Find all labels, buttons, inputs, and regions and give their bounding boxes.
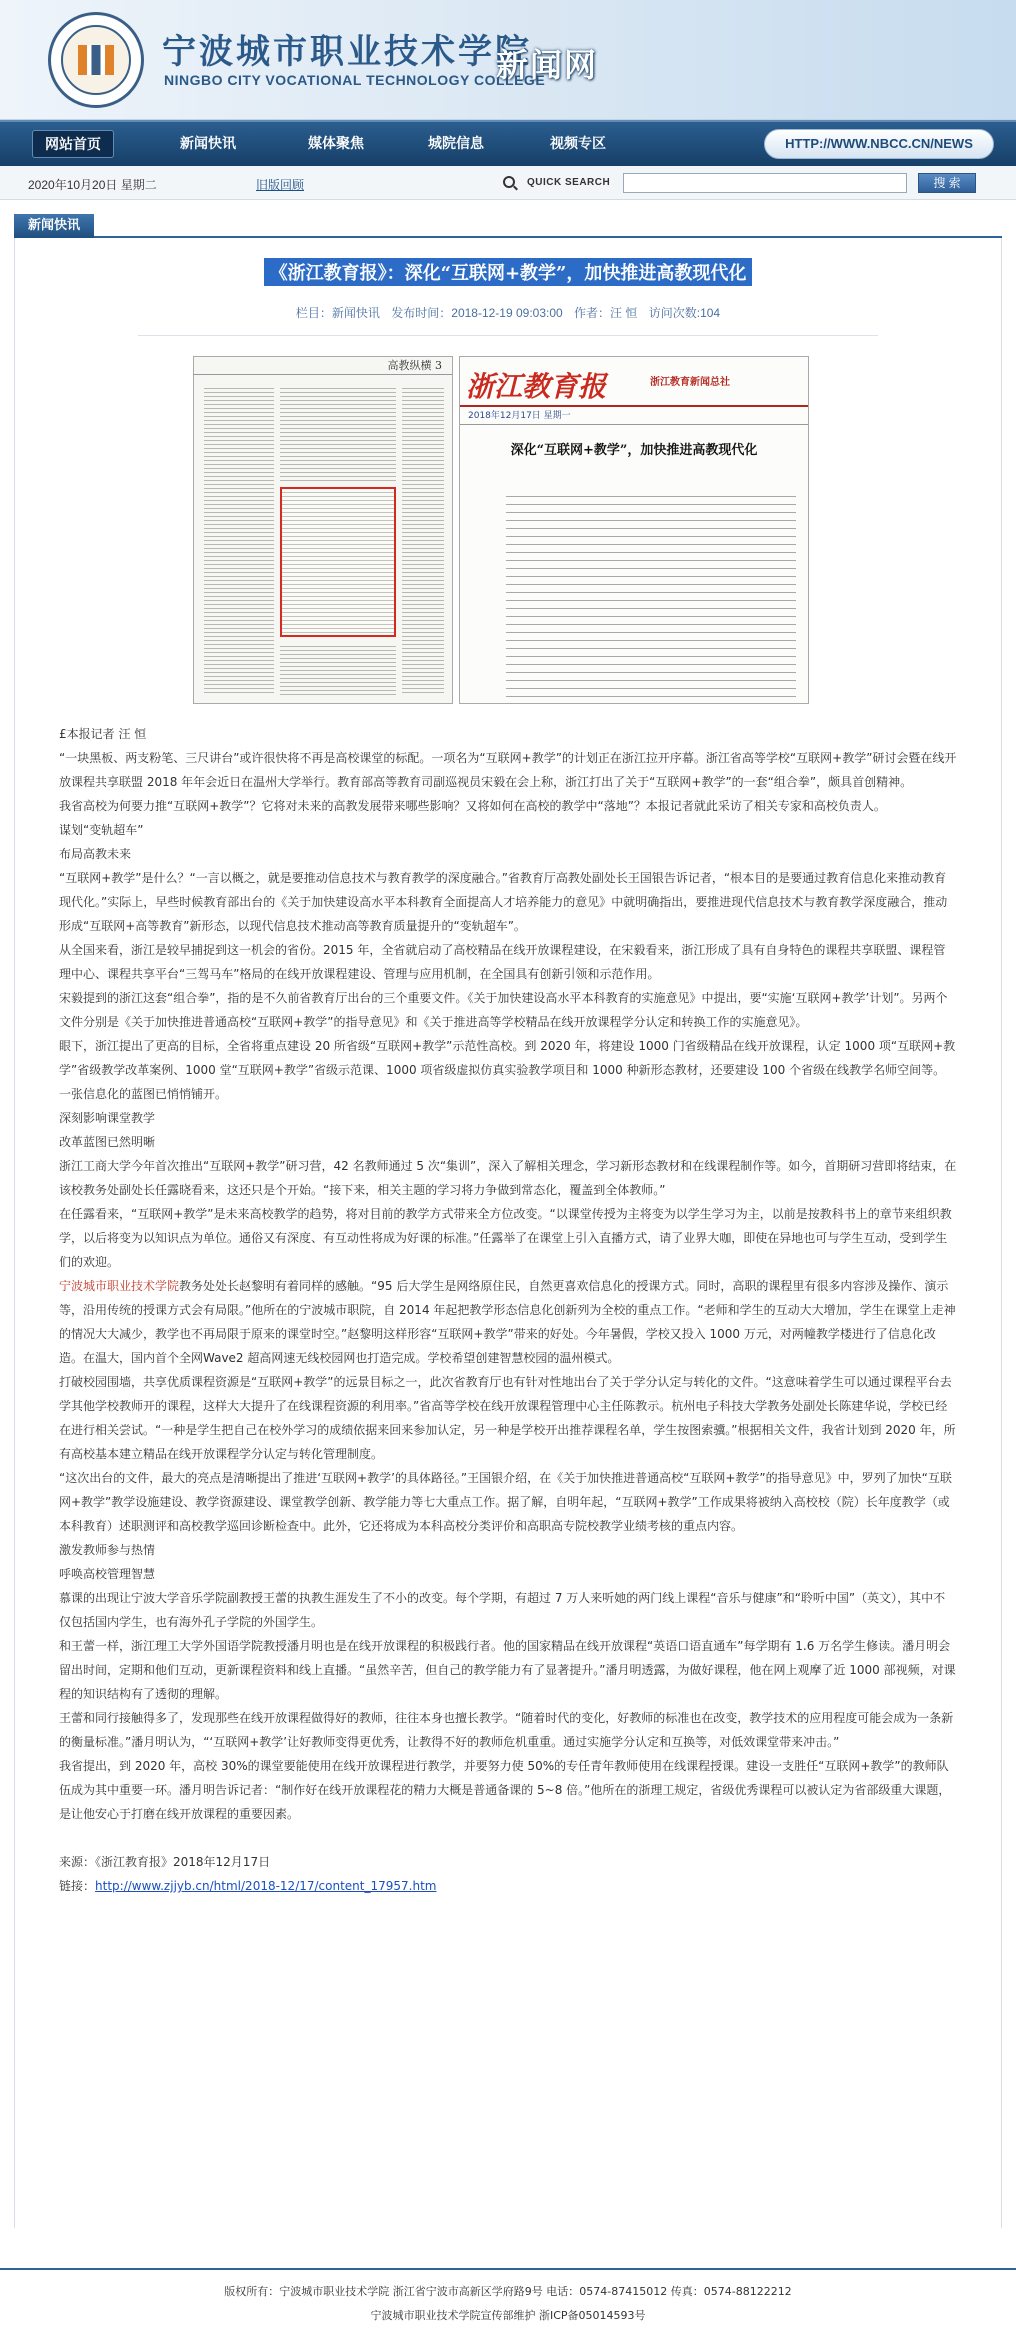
article-paragraph-highlighted: 宁波城市职业技术学院教务处处长赵黎明有着同样的感触。“95 后大学生是网络原住民，自然更喜欢信息化的授课方式。同时，高职的课程里有很多内容涉及操作、演示等，沿用传统的授课方式会有局限。”他所在的宁波城市职院，自 2014 年起把教学形态信息化创新列为全校的重点工作。“老师和学生的互动大大增加，学生在课堂上走神的情况大大减少，教学也不再局限于原来的课堂时空。”赵黎明这样形容“互联网+教学”带来的好处。今年暑假，学校又投入 1000 万元，对两幢教学楼进行了信息化改造。在温大，国内首个全网Wave2 超高网速无线校园网也打造完成。学校希望创建智慧校园的温州模式。 — [59, 1279, 956, 1365]
newspaper-article-scan — [459, 356, 809, 704]
article-paragraph: 慕课的出现让宁波大学音乐学院副教授王蕾的执教生涯发生了不小的改变。每个学期，有超过 7 万人来听她的两门线上课程“音乐与健康”和“聆听中国”（英文），其中不仅包括国内学生，也有海外孔子学院的外国学生。 — [59, 1591, 946, 1629]
article-subheading: 呼唤高校管理智慧 — [59, 1567, 156, 1581]
article-paragraph: 眼下，浙江提出了更高的目标，全省将重点建设 20 所省级“互联网+教学”示范性高校。到 2020 年，将建设 1000 门省级精品在线开放课程，认定 1000 项“互联网+教学”省级教学改革案例、1000 堂“互联网+教学”省级示范课、1000 项省级虚拟仿真实验教学项目和 1000 种新形态教材，还要建设 100 个省级在线教学名师空间等。一张信息化的蓝图已悄悄铺开。 — [59, 1039, 956, 1101]
footer-maintainer: 宁波城市职业技术学院宣传部维护 浙ICP备05014593号 — [370, 2309, 646, 2322]
school-name-en: NINGBO CITY VOCATIONAL TECHNOLOGY COLLEGE — [164, 72, 546, 88]
main-nav — [0, 120, 1016, 166]
old-version-link[interactable]: 旧版回顾 — [256, 178, 305, 192]
meta-author: 作者：汪 恒 — [574, 306, 638, 320]
highlighted-college-name: 宁波城市职业技术学院 — [59, 1279, 180, 1293]
article-subheading: 谋划“变轨超车” — [59, 823, 144, 837]
school-name-cn: 宁波城市职业技术学院 — [162, 32, 532, 72]
nav-media-focus[interactable]: 媒体聚焦 — [308, 136, 364, 152]
article — [14, 238, 1002, 2228]
meta-published: 发布时间：2018-12-19 09:03:00 — [391, 306, 563, 320]
article-paragraph: “这次出台的文件，最大的亮点是清晰提出了推进‘互联网+教学’的具体路径。”王国银介绍，在《关于加快推进普通高校“互联网+教学”的指导意见》中，罗列了加快“互联网+教学”教学设施建设、教学资源建设、课堂教学创新、教学能力等七大重点工作。据了解，自明年起，“互联网+教学”工作成果将被纳入高校校（院）长年度教学（或本科教育）述职测评和高校教学巡回诊断检查中。此外，它还将成为本科高校分类评价和高职高专院校教学业绩考核的重点内容。 — [59, 1471, 952, 1533]
article-paragraph: “一块黑板、两支粉笔、三尺讲台”或许很快将不再是高校课堂的标配。一项名为“互联网+教学”的计划正在浙江拉开序幕。浙江省高等学校“互联网+教学”研讨会暨在线开放课程共享联盟 2018 年年会近日在温州大学举行。教育部高等教育司副巡视员宋毅在会上称，浙江打出了关于“互联网+教学”的一套“组合拳”，颇具首创精神。 — [59, 751, 957, 789]
site-footer — [0, 2268, 1016, 2338]
article-subheading: 激发教师参与热情 — [59, 1543, 156, 1557]
newspaper-page-scan — [193, 356, 453, 704]
article-subheading: 布局高教未来 — [59, 847, 132, 861]
search-icon — [503, 176, 515, 188]
source-link-label: 链接： — [59, 1879, 96, 1893]
site-header — [0, 0, 1016, 120]
meta-views: 访问次数:104 — [648, 306, 721, 320]
search-button[interactable]: 搜 索 — [918, 173, 976, 193]
quick-search-label: QUICK SEARCH — [527, 177, 611, 188]
article-paragraph: 和王蕾一样，浙江理工大学外国语学院教授潘月明也是在线开放课程的积极践行者。他的国家精品在线开放课程“英语口语直通车”每学期有 1.6 万名学生修读。潘月明会留出时间，定期和他们互动，更新课程资料和线上直播。“虽然辛苦，但自己的教学能力有了显著提升。”潘月明透露，为做好课程，他在网上观摩了近 1000 部视频，对课程的知识结构有了透彻的理解。 — [59, 1639, 956, 1701]
source-link[interactable]: http://www.zjjyb.cn/html/2018-12/17/content_17957.htm — [95, 1879, 437, 1893]
newspaper-publisher: 浙江教育新闻总社 — [650, 377, 730, 388]
article-paragraph: 在任露看来，“互联网+教学”是未来高校教学的趋势，将对目前的教学方式带来全方位改变。“以课堂传授为主将变为以学生学习为主，以前是按教科书上的章节来组织教学，以后将变为以知识点为单位。通俗又有深度、有互动性将成为好课的标准。”任露举了在课堂上引入直播方式，请了业界大咖，即使在异地也可与学生互动，受到学生们的欢迎。 — [59, 1207, 952, 1269]
article-paragraph: 浙江工商大学今年首次推出“互联网+教学”研习营，42 名教师通过 5 次“集训”，深入了解相关理念，学习新形态教材和在线课程制作等。如今，首期研习营即将结束，在该校教务处副处长任露晓看来，这还只是个开始。“接下来，相关主题的学习将力争做到常态化，覆盖到全体教师。” — [59, 1159, 957, 1197]
newspaper-masthead: 浙江教育报 — [466, 370, 607, 403]
site-url-pill[interactable]: HTTP://WWW.NBCC.CN/NEWS — [764, 129, 994, 159]
article-paragraph: 王蕾和同行接触得多了，发现那些在线开放课程做得好的教师，往往本身也擅长教学。“随着时代的变化，好教师的标准也在改变，教学技术的应用程度可能会成为一条新的衡量标准。”潘月明认为，“‘互联网+教学’让好教师变得更优秀，让教得不好的教师危机重重。通过实施学分认定和互换等，对低效课堂带来冲击。” — [59, 1711, 954, 1749]
article-title: 《浙江教育报》：深化“互联网+教学”，加快推进高教现代化 — [264, 258, 753, 286]
article-paragraph: £本报记者 汪 恒 — [59, 727, 147, 741]
article-subheading: 改革蓝图已然明晰 — [59, 1135, 156, 1149]
nav-news-flash[interactable]: 新闻快讯 — [180, 136, 236, 152]
nav-video-zone[interactable]: 视频专区 — [550, 136, 606, 152]
article-paragraph: “互联网+教学”是什么？“一言以概之，就是要推动信息技术与教育教学的深度融合。”省教育厅高教处副处长王国银告诉记者，“根本目的是要通过教育信息化来推动教育现代化。”实际上，早些时候教育部出台的《关于加快建设高水平本科教育全面提高人才培养能力的意见》中就明确指出，要推进现代信息技术与教育教学深度融合，推动形成“互联网+高等教育”新形态，以现代信息技术推动高等教育质量提升的“变轨超车”。 — [59, 871, 948, 933]
article-paragraph: 宋毅提到的浙江这套“组合拳”，指的是不久前省教育厅出台的三个重要文件。《关于加快建设高水平本科教育的实施意见》中提出，要“实施‘互联网+教学’计划”。另两个文件分别是《关于加快推进普通高校“互联网+教学”的指导意见》和《关于推进高等学校精品在线开放课程学分认定和转换工作的实施意见》。 — [59, 991, 948, 1029]
article-paragraph: 打破校园围墙，共享优质课程资源是“互联网+教学”的远景目标之一，此次省教育厅也有针对性地出台了关于学分认定与转化的文件。“这意味着学生可以通过课程平台去学其他学校教师开的课程，这样大大提升了在线课程资源的利用率。”省高等学校在线开放课程管理中心主任陈教示。杭州电子科技大学教务处副处长陈建华说，学校已经在进行相关尝试。“一种是学生把自己在校外学习的成绩依据来回来参加认定，另一种是学校开出推荐课程名单，学生按图索骥。”根据相关文件，我省计划到 2020 年，所有高校基本建立精品在线开放课程学分认定与转化管理制度。 — [59, 1375, 956, 1461]
article-body — [15, 710, 1001, 1898]
nav-home[interactable]: 网站首页 — [32, 130, 114, 158]
nav-campus-info[interactable]: 城院信息 — [428, 136, 484, 152]
footer-copyright: 版权所有：宁波城市职业技术学院 浙江省宁波市高新区学府路9号 电话：0574-87415012 传真：0574-88122212 — [224, 2285, 792, 2298]
source-label: 来源：《浙江教育报》2018年12月17日 — [59, 1855, 271, 1869]
title-divider — [138, 335, 878, 336]
article-paragraph: 从全国来看，浙江是较早捕捉到这一机会的省份。2015 年，全省就启动了高校精品在线开放课程建设，在宋毅看来，浙江形成了具有自身特色的课程共享联盟、课程管理中心、课程共享平台“三驾马车”格局的在线开放课程建设、管理与应用机制，在全国具有创新引领和示范作用。 — [59, 943, 946, 981]
newspaper-body-text — [506, 489, 796, 699]
meta-column: 栏目：新闻快讯 — [295, 306, 380, 320]
section-header — [14, 214, 1002, 238]
newspaper-date-line: 2018年12月17日 星期一 — [460, 407, 808, 425]
site-title: 新闻网 — [496, 46, 599, 84]
article-paragraph: 我省高校为何要力推“互联网+教学”？它将对未来的高教发展带来哪些影响？又将如何在高校的教学中“落地”？本报记者就此采访了相关专家和高校负责人。 — [59, 799, 886, 813]
article-subheading: 深刻影响课堂教学 — [59, 1111, 156, 1125]
logo-mark-icon — [78, 45, 114, 75]
current-date: 2020年10月20日 星期二 — [28, 178, 157, 192]
section-tab-news-flash[interactable]: 新闻快讯 — [14, 214, 94, 238]
newspaper-headline: 深化“互联网+教学”，加快推进高教现代化 — [510, 443, 758, 458]
article-paragraph: 我省提出，到 2020 年，高校 30%的课堂要能使用在线开放课程进行教学，并要努力使 50%的专任青年教师使用在线课程授课。建设一支胜任“互联网+教学”的教师队伍成为其中重要一环。潘月明告诉记者：“制作好在线开放课程花的精力大概是普通备课的 5~8 倍。”他所在的浙理工规定，省级优秀课程可以被认定为省部级重大课题，是让他安心于打磨在线开放课程的重要因素。 — [59, 1759, 951, 1821]
college-seal-logo[interactable] — [48, 12, 144, 108]
info-bar — [0, 166, 1016, 200]
scan-page-header: 高教纵横 3 — [194, 357, 452, 375]
article-images — [15, 356, 1001, 710]
highlighted-article-box — [280, 487, 396, 637]
article-source — [59, 1850, 957, 1898]
article-meta — [15, 304, 1001, 321]
search-input[interactable] — [623, 173, 907, 193]
